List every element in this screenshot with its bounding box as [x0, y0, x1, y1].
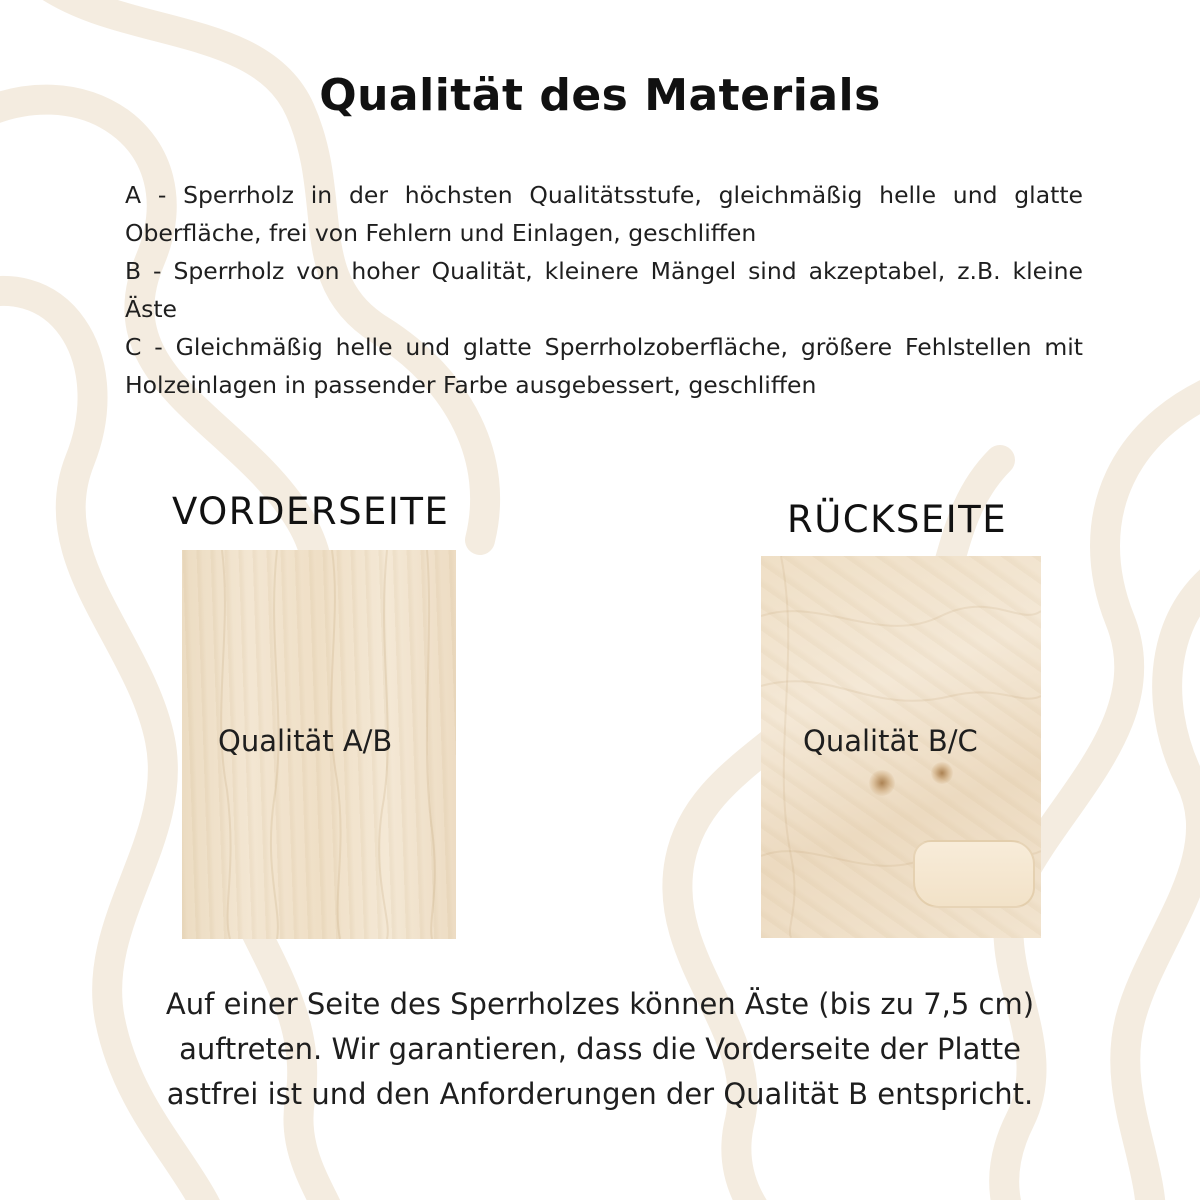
- wood-knot: [869, 770, 895, 796]
- page-title: Qualität des Materials: [319, 70, 881, 121]
- front-quality-label: Qualität A/B: [218, 724, 393, 758]
- footer-note: [100, 982, 1100, 1117]
- wood-inlay-patch: [913, 840, 1035, 908]
- front-plywood-image: [182, 550, 456, 939]
- footer-line: Auf einer Seite des Sperrholzes können Äste (bis zu 7,5 cm): [165, 987, 1035, 1021]
- footer-line: astfrei ist und den Anforderungen der Qualität B entspricht.: [166, 1077, 1034, 1111]
- wood-knot: [931, 762, 953, 784]
- back-side-label: RÜCKSEITE: [787, 498, 1008, 541]
- back-plywood-image: [761, 556, 1041, 938]
- quality-grade-list: [125, 176, 1083, 404]
- grade-c-description: C - Gleichmäßig helle und glatte Sperrholzoberfläche, größere Fehlstellen mit Holzeinlagen in passender Farbe ausgebessert, geschliffen: [125, 333, 1083, 399]
- front-side-label: VORDERSEITE: [172, 490, 450, 533]
- back-quality-label: Qualität B/C: [803, 724, 978, 758]
- grade-b-description: B - Sperrholz von hoher Qualität, kleinere Mängel sind akzeptabel, z.B. kleine Äste: [125, 257, 1083, 323]
- grade-a-description: A - Sperrholz in der höchsten Qualitätsstufe, gleichmäßig helle und glatte Oberfläche, frei von Fehlern und Einlagen, geschliffen: [125, 181, 1083, 247]
- footer-line: auftreten. Wir garantieren, dass die Vorderseite der Platte: [179, 1032, 1021, 1066]
